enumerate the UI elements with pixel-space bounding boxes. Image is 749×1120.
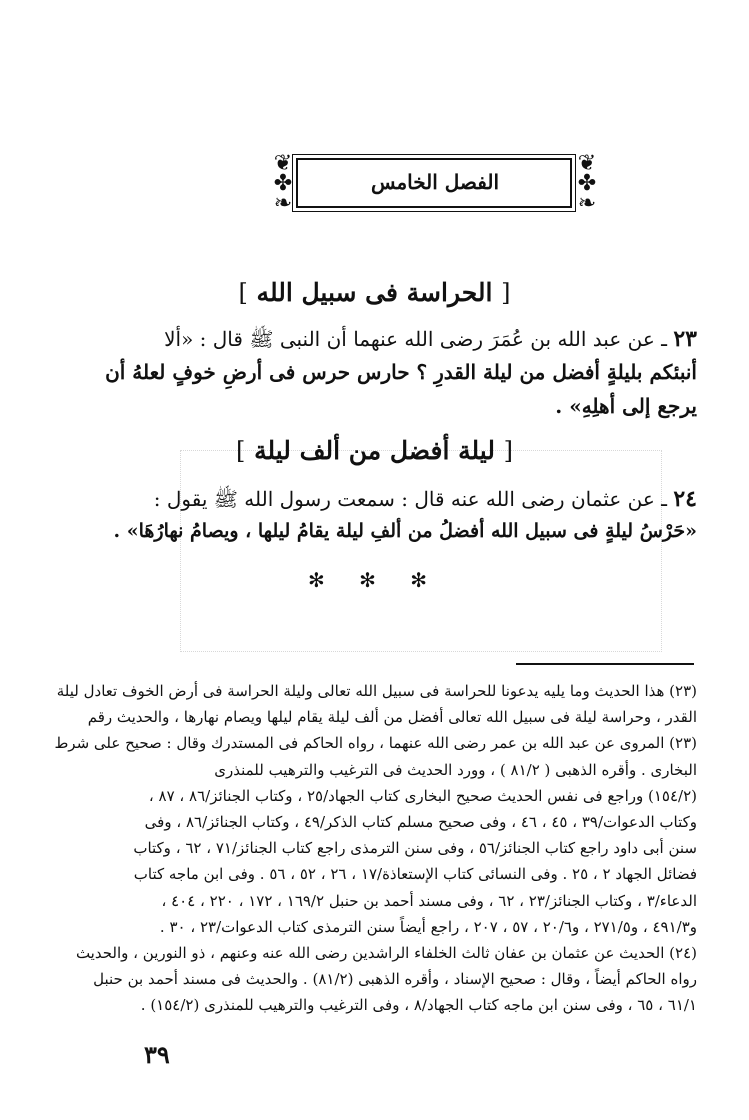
hadith-23-line-2: أنبئكم بليلةٍ أفضل من ليلة القدرِ ؟ حارس حرس فى أرضِ خوفٍ لعلهُ أن (105, 360, 697, 384)
footnote-line: (١٥٤/٢) وراجع فى نفس الحديث صحيح البخارى كتاب الجهاد/٢٥ ، وكتاب الجنائز/٨٦ ، ٨٧ ، (148, 786, 697, 805)
hadith-24-line-2: «حَرْسُ ليلةٍ فى سبيل الله أفضلُ من ألفِ ليلة يقامُ ليلها ، ويصامُ نهارُهَا» . (113, 520, 697, 542)
footnote-line: البخارى . وأقره الذهبى ( ٨١/٢ ) ، وورد الحديث فى الترغيب والترهيب للمنذرى (214, 760, 697, 779)
footnote-line: وكتاب الدعوات/٣٩ ، ٤٥ ، ٤٦ ، وفى صحيح مسلم كتاب الذكر/٤٩ ، وكتاب الجنائز/٨٦ ، وفى (144, 813, 697, 831)
footnote-divider (516, 663, 694, 665)
hadith-23-line-1: ٢٣ ـ عن عبد الله بن عُمَرَ رضى الله عنهما أن النبى ﷺ قال : «ألا (164, 326, 697, 352)
footnote-line: سنن أبى داود راجع كتاب الجنائز/٥٦ ، وفى سنن الترمذى راجع كتاب الجنائز/٧١ ، ٦٢ ، وكتاب (133, 839, 697, 858)
footnote-line: (٢٣) المروى عن عبد الله بن عمر رضى الله عنهما ، رواه الحاكم فى المستدرك وقال : صحيح على شرط (54, 734, 697, 753)
footnote-line: (٢٤) الحديث عن عثمان بن عفان ثالث الخلفاء الراشدين رضى الله عنه وعنهم ، ذو النورين ، والحديث (75, 944, 697, 962)
floral-ornament-icon: ❦ ✤ ❧ (273, 151, 293, 216)
section-heading: [ ليلة أفضل من ألف ليلة ] (235, 436, 514, 465)
show-through-area (180, 450, 662, 652)
page-number: ٣٩ (144, 1040, 170, 1069)
footnote-line: القدر ، وحراسة ليلة فى سبيل الله تعالى أفضل من ألف ليلة يقام ليلها ويصام نهارها ، والحديث رقم (87, 708, 697, 727)
hadith-23-line-3: يرجع إلى أهلِهِ» . (555, 394, 697, 418)
footnote-line: و٤٩١/٣ ، و٢٧١/٥ ، و٢٠/٦ ، ٥٧ ، ٢٠٧ ، راجع أيضاً سنن الترمذى كتاب الدعوات/٢٣ ، ٣٠ . (159, 917, 697, 936)
hadith-24-line-1: ٢٤ ـ عن عثمان رضى الله عنه قال : سمعت رسول الله ﷺ يقول : (153, 486, 697, 512)
footnote-line: الدعاء/٣ ، وكتاب الجنائز/٢٣ ، ٦٢ ، وفى مسند أحمد بن حنبل ١٦٩/٢ ، ١٧٢ ، ٢٢٠ ، ٤٠٤ ، (161, 891, 697, 910)
footnote-line: فضائل الجهاد ٢ ، ٢٥ . وفى النسائى كتاب الإستعاذة/١٧ ، ٢٦ ، ٥٢ ، ٥٦ . وفى ابن ماجه كتاب (133, 865, 697, 884)
chapter-title: الفصل الخامس (370, 170, 500, 194)
section-separator: ✻ ✻ ✻ (308, 568, 441, 592)
footnote-line: ٦١/١ ، ٦٥ ، وفى سنن ابن ماجه كتاب الجهاد/٨ ، وفى الترغيب والترهيب للمنذرى (١٥٤/٢) . (140, 996, 697, 1015)
chapter-header (268, 152, 602, 220)
footnote-line: (٢٣) هذا الحديث وما يليه يدعونا للحراسة فى سبيل الله تعالى وليلة الحراسة فى أرض الخوف تعادل ليلة (56, 682, 697, 700)
hadith-number: ٢٣ (673, 326, 697, 352)
hadith-number: ٢٤ (673, 486, 697, 512)
floral-ornament-icon: ❦ ✤ ❧ (577, 151, 597, 216)
section-heading-text: ليلة أفضل من ألف ليلة (254, 436, 495, 465)
section-heading: [ الحراسة فى سبيل الله ] (238, 278, 511, 307)
section-heading-text: الحراسة فى سبيل الله (256, 278, 493, 307)
footnote-line: رواه الحاكم أيضاً ، وقال : صحيح الإسناد ، وأقره الذهبى (٨١/٢) . والحديث فى مسند أحمد بن حنبل (93, 970, 697, 989)
